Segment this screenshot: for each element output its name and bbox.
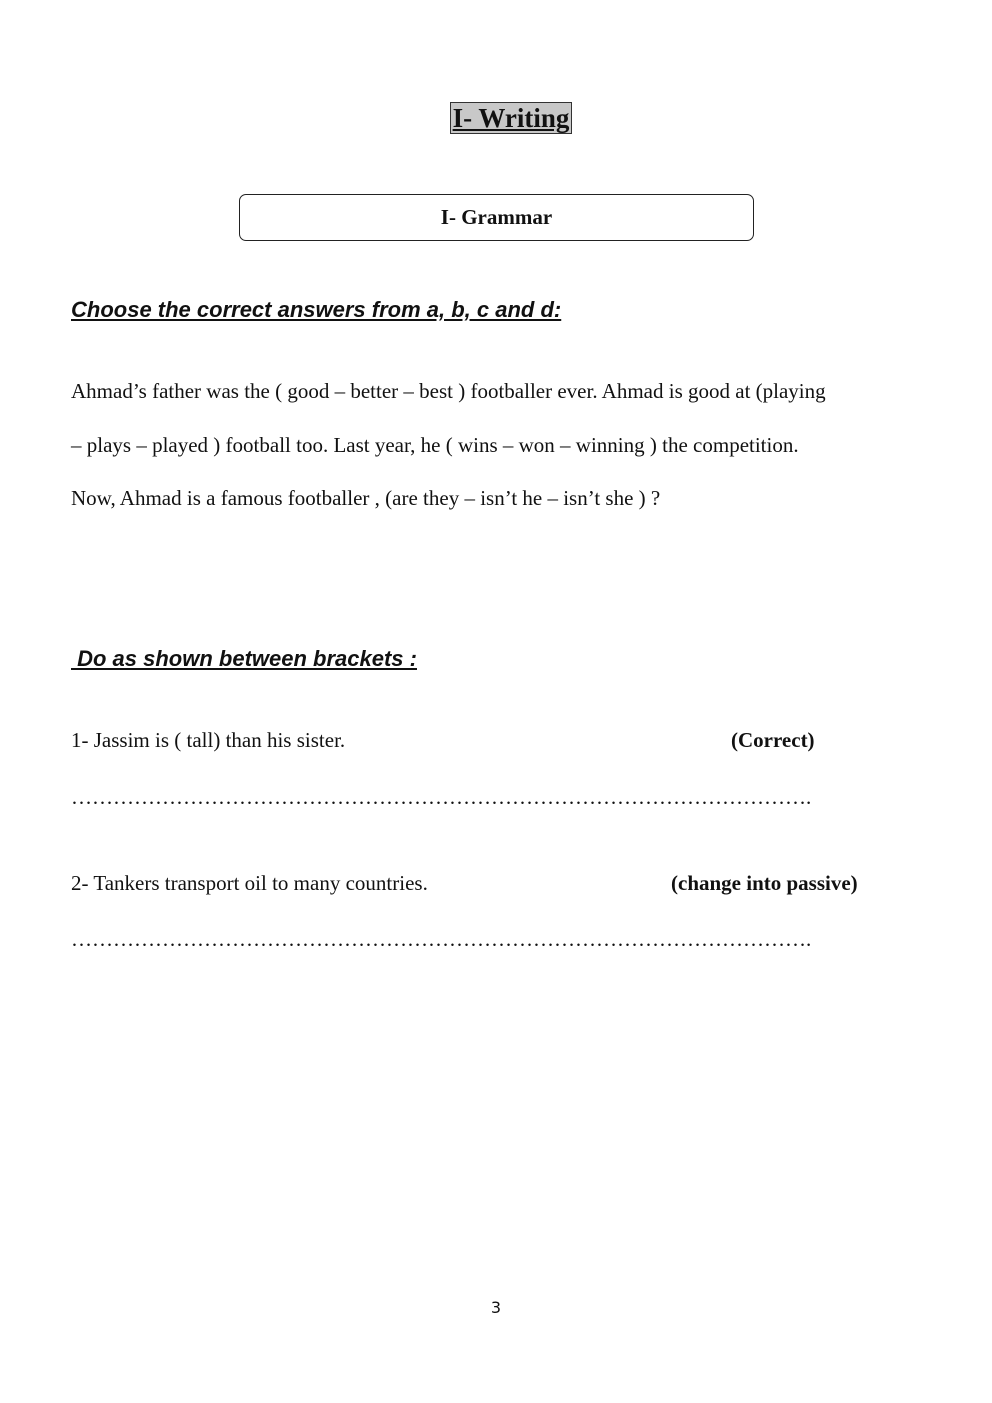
- question-1-hint: (Correct): [731, 728, 815, 752]
- passage-line: – plays – played ) football too. Last year, he ( wins – won – winning ) the competition.: [71, 432, 799, 457]
- question-2-hint: (change into passive): [671, 871, 858, 895]
- passage-line: Now, Ahmad is a famous footballer , (are they – isn’t he – isn’t she ) ?: [71, 486, 661, 510]
- passage-line: Ahmad’s father was the ( good – better – best ) footballer ever. Ahmad is good at (playing: [71, 379, 826, 403]
- choose-passage: [71, 365, 921, 526]
- subsection-title-box: [239, 194, 754, 241]
- choose-instruction: Choose the correct answers from a, b, c and d:: [71, 297, 562, 322]
- brackets-instruction: Do as shown between brackets :: [71, 646, 417, 671]
- question-2-answer-line[interactable]: …………………………………………………………………………………………….: [71, 927, 812, 951]
- question-2-sentence: 2- Tankers transport oil to many countries.: [71, 871, 428, 895]
- section-title: I- Writing: [450, 102, 572, 134]
- subsection-title: I- Grammar: [440, 205, 553, 229]
- page-number: 3: [490, 1298, 502, 1317]
- question-1-answer-line[interactable]: …………………………………………………………………………………………….: [71, 785, 812, 809]
- question-1-sentence: 1- Jassim is ( tall) than his sister.: [71, 728, 346, 752]
